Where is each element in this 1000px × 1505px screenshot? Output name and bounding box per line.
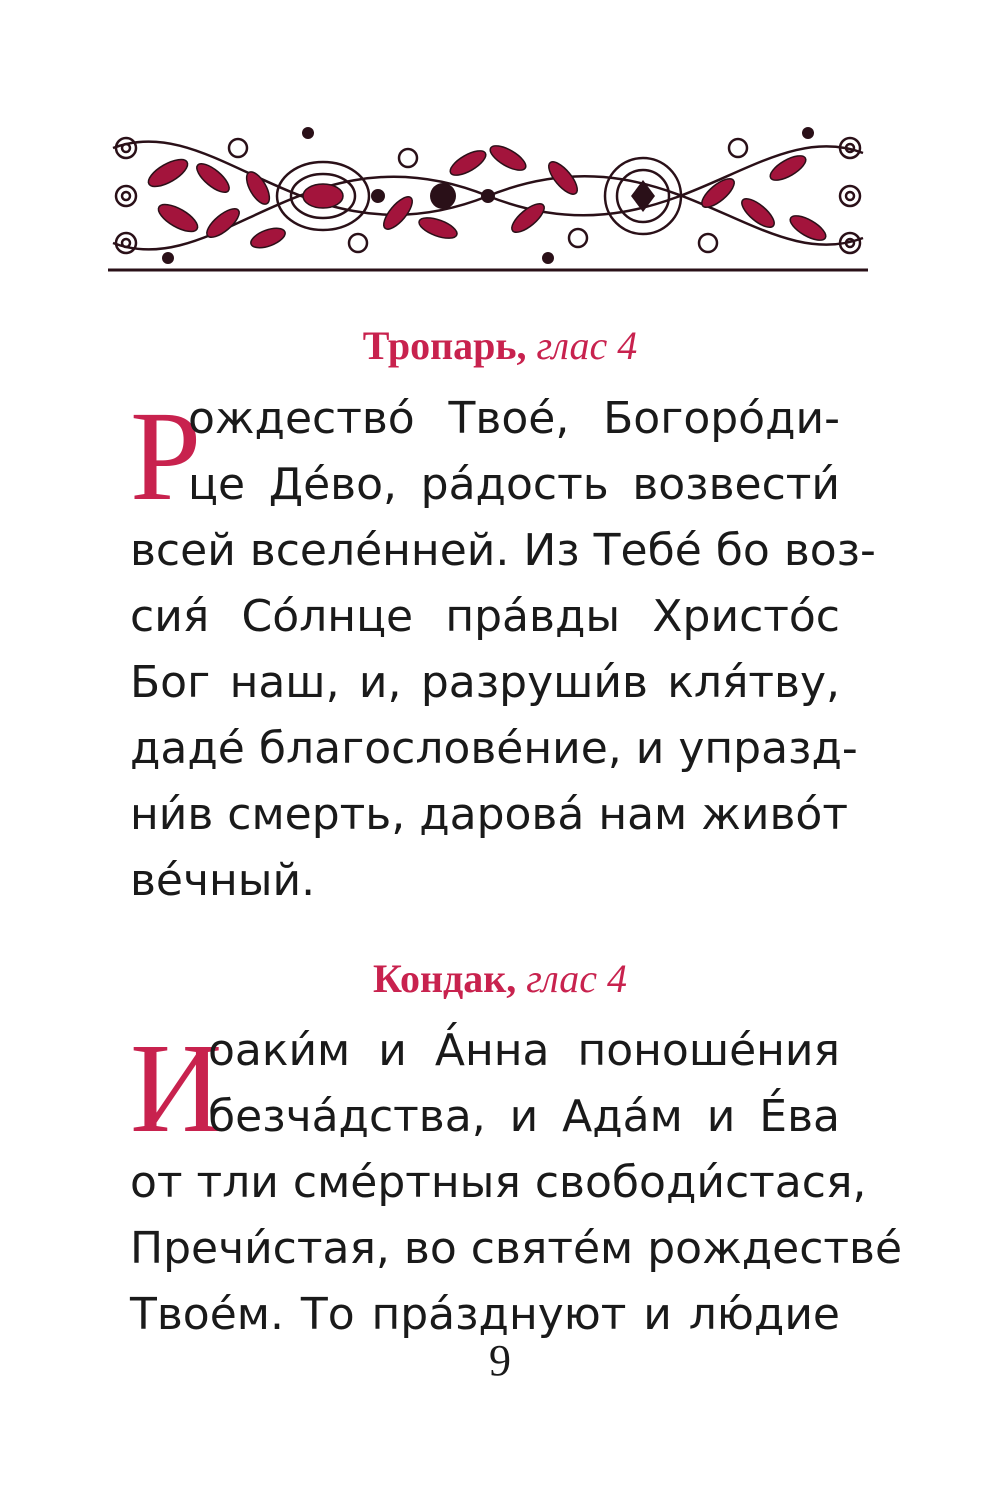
text-line: безча́дства, и Ада́м и Е́ва [208, 1091, 840, 1142]
section-heading [0, 322, 1000, 369]
text-line: даде́ благослове́ние, и упразд- [130, 723, 858, 774]
heading-tone: глас 4 [526, 956, 628, 1001]
heading-tone: глас 4 [536, 323, 638, 368]
text-line: Бог наш, и, разруши́в кля́тву, [130, 657, 840, 708]
heading-title: Тропарь, [362, 323, 527, 368]
text-line: всей вселе́нней. Из Тебе́ бо воз- [130, 525, 876, 576]
drop-cap: Р [130, 385, 202, 527]
drop-cap: И [130, 1017, 223, 1159]
kontakion-text [130, 1017, 903, 1358]
text-line: оаки́м и А́нна поноше́ния [208, 1025, 840, 1076]
text-line: сия́ Со́лнце пра́вды Христо́с [130, 591, 840, 642]
text-line: Твое́м. То пра́зднуют и лю́дие [130, 1289, 840, 1340]
text-line: ве́чный. [130, 855, 316, 906]
text-line: от тли сме́ртныя свободи́стася, [130, 1157, 867, 1208]
floral-ornament-band [108, 118, 868, 273]
text-line: це Де́во, ра́дость возвести́ [188, 459, 840, 510]
text-line: ождество́ Твое́, Богоро́ди- [188, 393, 840, 444]
heading-title: Кондак, [372, 956, 517, 1001]
section-heading [0, 955, 1000, 1002]
text-line: ни́в смерть, дарова́ нам живо́т [130, 789, 848, 840]
page-number: 9 [489, 1336, 511, 1385]
troparion-text [130, 385, 876, 916]
text-line: Пречи́стая, во святе́м рождестве́ [130, 1223, 903, 1274]
